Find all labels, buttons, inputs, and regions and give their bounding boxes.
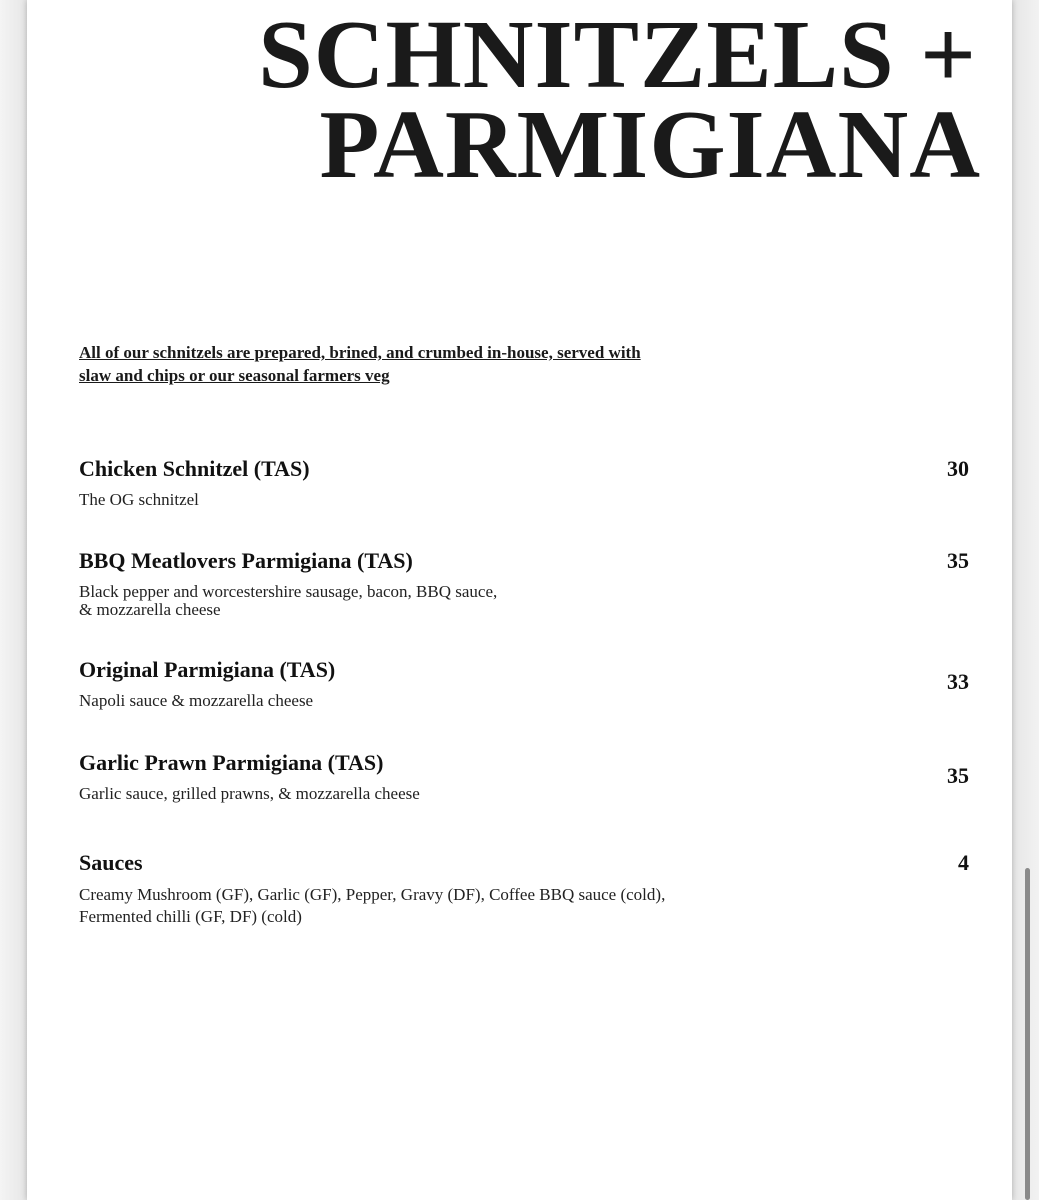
menu-item-name: Sauces [79, 850, 143, 875]
menu-item-description [79, 582, 969, 620]
menu-item-description [79, 884, 969, 928]
menu-item-description-line: Creamy Mushroom (GF), Garlic (GF), Pepper, Gravy (DF), Coffee BBQ sauce (cold), [79, 885, 666, 904]
menu-item-price: 35 [947, 548, 969, 573]
menu-item-price: 30 [947, 456, 969, 481]
menu-item-description-line: The OG schnitzel [79, 490, 199, 509]
menu-item [79, 850, 969, 928]
menu-item-price: 33 [947, 669, 969, 694]
menu-item-name: Original Parmigiana (TAS) [79, 657, 336, 682]
vertical-scrollbar[interactable] [1025, 868, 1030, 1200]
menu-item-description [79, 490, 969, 510]
menu-item [79, 657, 969, 711]
intro-note [79, 341, 779, 387]
menu-item [79, 456, 969, 510]
intro-note-line-1: All of our schnitzels are prepared, brined, and crumbed in-house, served with [79, 343, 641, 362]
menu-title-line-1: SCHNITZELS + [258, 1, 977, 109]
menu-item-name: BBQ Meatlovers Parmigiana (TAS) [79, 548, 413, 573]
menu-title-line-2: PARMIGIANA [319, 91, 981, 199]
menu-item-description-line: Fermented chilli (GF, DF) (cold) [79, 907, 302, 926]
menu-item-description-line: Garlic sauce, grilled prawns, & mozzarella cheese [79, 784, 420, 803]
menu-item [79, 548, 969, 620]
menu-item-name: Chicken Schnitzel (TAS) [79, 456, 310, 481]
menu-item-description-line: & mozzarella cheese [79, 600, 221, 619]
menu-item-description [79, 784, 969, 804]
menu-item-description-line: Black pepper and worcestershire sausage, bacon, BBQ sauce, [79, 582, 498, 601]
menu-item-description-line: Napoli sauce & mozzarella cheese [79, 691, 314, 710]
intro-note-line-2: slaw and chips or our seasonal farmers veg [79, 366, 390, 385]
menu-item-price: 4 [958, 850, 969, 875]
left-gutter [0, 0, 27, 1200]
menu-item-description [79, 691, 969, 711]
menu-item [79, 750, 969, 804]
menu-item-price: 35 [947, 763, 969, 788]
menu-item-name: Garlic Prawn Parmigiana (TAS) [79, 750, 384, 775]
